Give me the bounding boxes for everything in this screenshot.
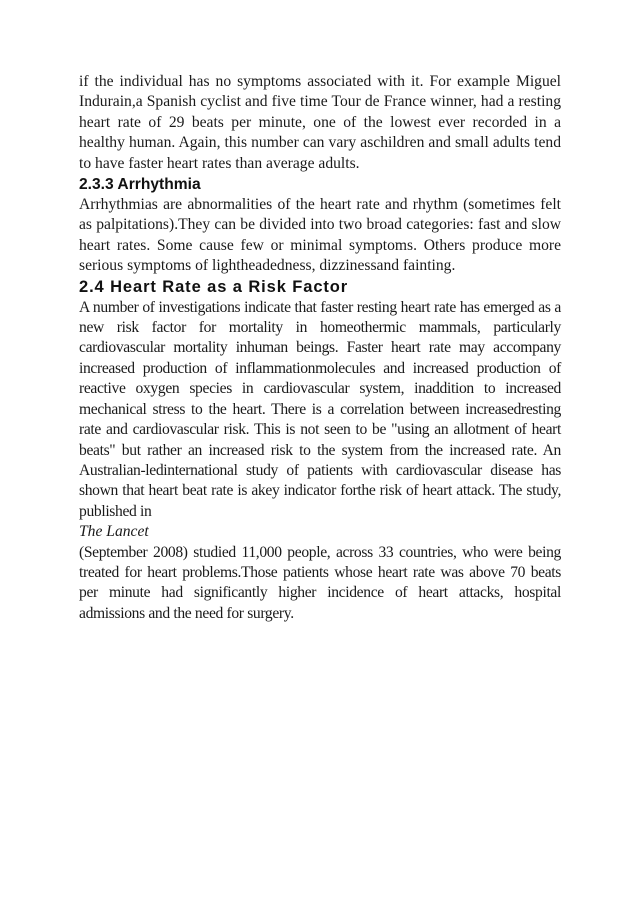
section-heading-risk-factor: 2.4 Heart Rate as a Risk Factor (79, 277, 349, 296)
lancet-study-paragraph: (September 2008) studied 11,000 people, across 33 countries, who were being treated for heart problems.Those patients whose heart rate was above 70 beats per minute had significantly higher incidence of heart attacks, hospital admissions and the need for surgery. (79, 543, 561, 622)
intro-paragraph: if the individual has no symptoms associated with it. For example Miguel Indurain,a Spanish cyclist and five time Tour de France winner, had a resting heart rate of 29 beats per minute, one of the lowest ever recorded in a healthy human. Again, this number can vary aschildren and small adults tend to have faster heart rates than average adults. (79, 73, 561, 172)
document-page (79, 72, 561, 624)
journal-name: The Lancet (79, 523, 149, 541)
section-heading-arrhythmia: 2.3.3 Arrhythmia (79, 176, 201, 194)
risk-factor-paragraph: A number of investigations indicate that faster resting heart rate has emerged as a new risk factor for mortality in homeothermic mammals, particularly cardiovascular mortality inhuman beings. Faster heart rate may accompany increased production of inflammationmolecules and increased production of reactive oxygen species in cardiovascular system, inaddition to increased mechanical stress to the heart. There is a correlation between increasedresting rate and cardiovascular risk. This is not seen to be "using an allotment of heart beats" but rather an increased risk to the system from the increased rate. An Australian-ledinternational study of patients with cardiovascular disease has shown that heart beat rate is akey indicator forthe risk of heart attack. The study, published in (79, 298, 561, 520)
arrhythmia-paragraph: Arrhythmias are abnormalities of the heart rate and rhythm (sometimes felt as palpitations).They can be divided into two broad categories: fast and slow heart rates. Some cause few or minimal symptoms. Others produce more serious symptoms of lightheadedness, dizzinessand fainting. (79, 196, 561, 275)
